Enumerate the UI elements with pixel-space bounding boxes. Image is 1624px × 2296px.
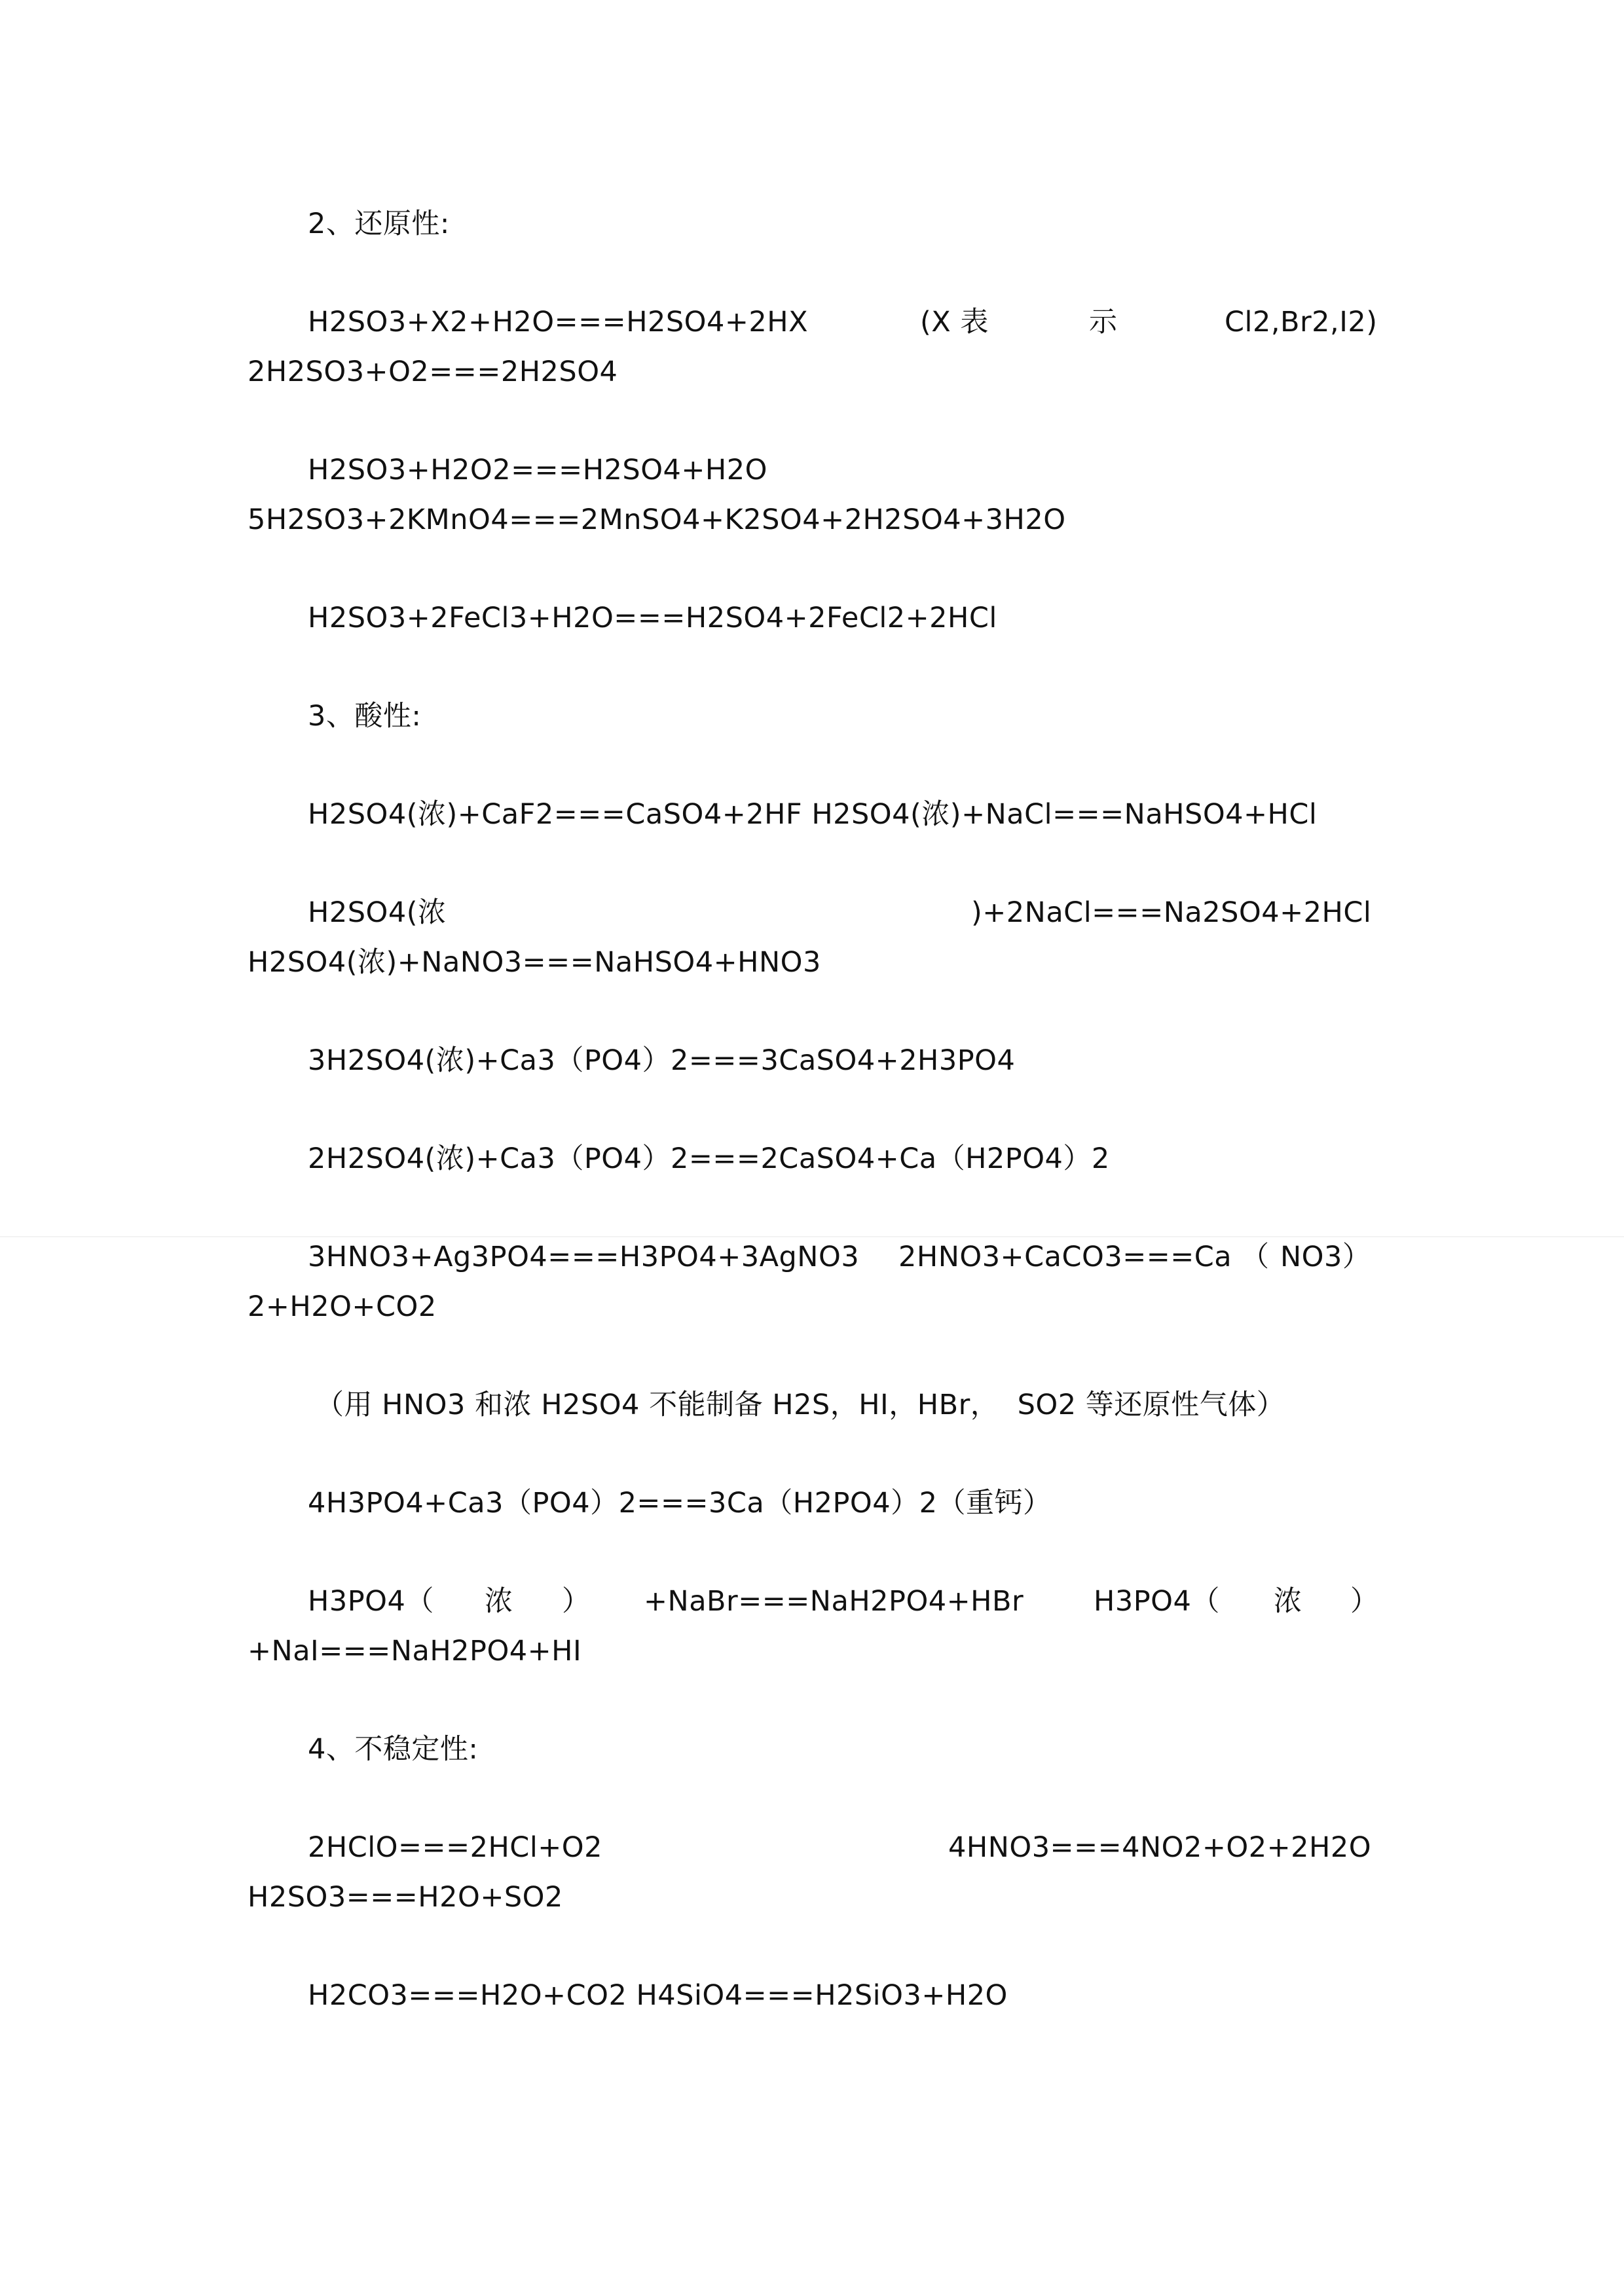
equation-line: +NaBr===NaH2PO4+HBr — [644, 1585, 1024, 1618]
equation-note: 示 — [1089, 306, 1118, 338]
equation-line: （ — [1241, 1241, 1270, 1273]
equation-line: )+2NaCl===Na2SO4+2HCl — [971, 896, 1372, 929]
equation-line: 5H2SO3+2KMnO4===2MnSO4+K2SO4+2H2SO4+3H2O — [248, 503, 1066, 536]
equation-line: H2SO3===H2O+SO2 — [248, 1881, 563, 1914]
equation-line: NO3） — [1280, 1241, 1371, 1273]
equation-line: 浓 — [1274, 1585, 1302, 1618]
equation-line: 2HClO===2HCl+O2 — [308, 1831, 602, 1864]
equation-line: 2HNO3+CaCO3===Ca — [898, 1241, 1232, 1273]
equation-line: H2SO3+X2+H2O===H2SO4+2HX — [308, 306, 809, 338]
equation-note: (X 表 — [920, 306, 989, 338]
note-line: （用 HNO3 和浓 H2SO4 不能制备 H2S，HI，HBr， SO2 等还原性气体） — [316, 1389, 1285, 1421]
section-heading-acidity: 3、酸性: — [308, 700, 422, 733]
section-heading-instability: 4、不稳定性: — [308, 1733, 479, 1766]
equation-line: 4HNO3===4NO2+O2+2H2O — [948, 1831, 1372, 1864]
equation-line: ） — [1350, 1585, 1379, 1618]
equation-note: Cl2,Br2,I2) — [1225, 306, 1378, 338]
equation-line: H2SO4(浓 — [308, 896, 447, 929]
equation-line: 2H2SO4(浓)+Ca3（PO4）2===2CaSO4+Ca（H2PO4）2 — [308, 1142, 1110, 1175]
equation-line: 2H2SO3+O2===2H2SO4 — [248, 355, 618, 388]
equation-line: 3HNO3+Ag3PO4===H3PO4+3AgNO3 — [308, 1241, 860, 1273]
section-heading-reducibility: 2、还原性: — [308, 208, 450, 240]
equation-line: H3PO4（ — [1094, 1585, 1220, 1618]
equation-line: 浓 — [485, 1585, 513, 1618]
equation-line: 3H2SO4(浓)+Ca3（PO4）2===3CaSO4+2H3PO4 — [308, 1044, 1016, 1077]
equation-line: H2CO3===H2O+CO2 H4SiO4===H2SiO3+H2O — [308, 1979, 1008, 2012]
equation-line: H2SO4(浓)+CaF2===CaSO4+2HF H2SO4(浓)+NaCl===NaHSO4+HCl — [308, 798, 1318, 831]
equation-line: H3PO4（ — [308, 1585, 434, 1618]
equation-line: ） — [562, 1585, 591, 1618]
equation-line: 4H3PO4+Ca3（PO4）2===3Ca（H2PO4）2（重钙） — [308, 1487, 1052, 1520]
equation-line: H2SO3+2FeCl3+H2O===H2SO4+2FeCl2+2HCl — [308, 602, 997, 634]
equation-line: +NaI===NaH2PO4+HI — [248, 1635, 582, 1667]
equation-line: H2SO3+H2O2===H2SO4+H2O — [308, 454, 767, 486]
equation-line: 2+H2O+CO2 — [248, 1290, 437, 1323]
equation-line: H2SO4(浓)+NaNO3===NaHSO4+HNO3 — [248, 946, 821, 979]
